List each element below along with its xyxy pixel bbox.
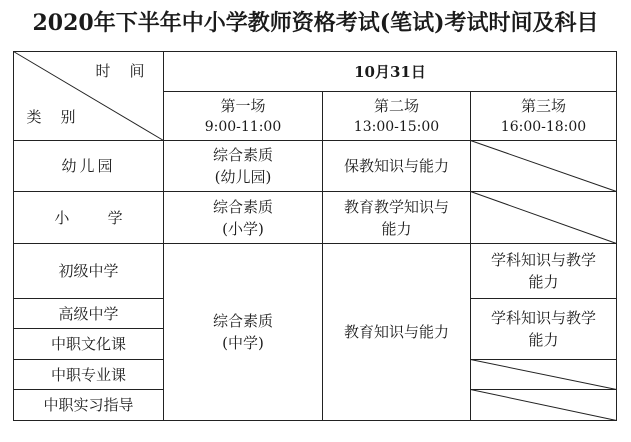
primary-session-1 — [164, 192, 322, 243]
junior-session-3 — [471, 244, 616, 298]
session-3-time: 16:00-18:00 — [500, 119, 587, 135]
kindergarten-s1-line2: (幼儿园) — [214, 168, 272, 186]
category-senior-middle: 高级中学 — [58, 304, 119, 323]
secondary-session-1 — [164, 244, 322, 420]
primary-s2-line2: 能力 — [381, 219, 412, 238]
category-junior-middle: 初级中学 — [58, 262, 119, 280]
session-3-name: 第三场 — [520, 97, 566, 115]
senior-s3-line2: 能力 — [528, 331, 559, 349]
category-vocational-major: 中职专业课 — [50, 365, 126, 384]
session-2-name: 第二场 — [373, 97, 419, 115]
session-3-header — [471, 92, 616, 140]
corner-time-label: 时 间 — [95, 62, 145, 80]
session-2-header — [323, 92, 470, 140]
junior-s3-line2: 能力 — [528, 273, 559, 291]
category-primary: 小 学 — [54, 208, 123, 227]
kindergarten-s1-line1: 综合素质 — [212, 146, 273, 164]
kindergarten-session-2: 保教知识与能力 — [343, 157, 449, 175]
session-1-time: 9:00-11:00 — [204, 119, 282, 135]
category-kindergarten: 幼儿园 — [61, 157, 116, 175]
senior-vocational-session-3 — [471, 299, 616, 359]
kindergarten-session-1 — [164, 141, 322, 191]
date-header: 10月31日 — [354, 62, 426, 81]
primary-s1-line2: (小学) — [222, 219, 264, 238]
corner-category-label: 类 别 — [26, 108, 76, 126]
session-1-name: 第一场 — [220, 97, 266, 115]
primary-s2-line1: 教育教学知识与 — [343, 197, 449, 216]
senior-s3-line1: 学科知识与教学 — [490, 309, 596, 327]
session-1-header — [164, 92, 322, 140]
category-vocational-culture: 中职文化课 — [50, 335, 126, 353]
primary-session-2 — [323, 192, 470, 243]
junior-s3-line1: 学科知识与教学 — [490, 251, 596, 269]
category-vocational-internship: 中职实习指导 — [43, 396, 134, 414]
primary-s1-line1: 综合素质 — [212, 197, 273, 216]
secondary-session-2: 教育知识与能力 — [343, 323, 449, 341]
secondary-s1-line1: 综合素质 — [212, 312, 273, 330]
session-2-time: 13:00-15:00 — [353, 119, 440, 135]
page-title: 2020年下半年中小学教师资格考试(笔试)考试时间及科目 — [32, 10, 599, 36]
secondary-s1-line2: (中学) — [222, 334, 264, 352]
